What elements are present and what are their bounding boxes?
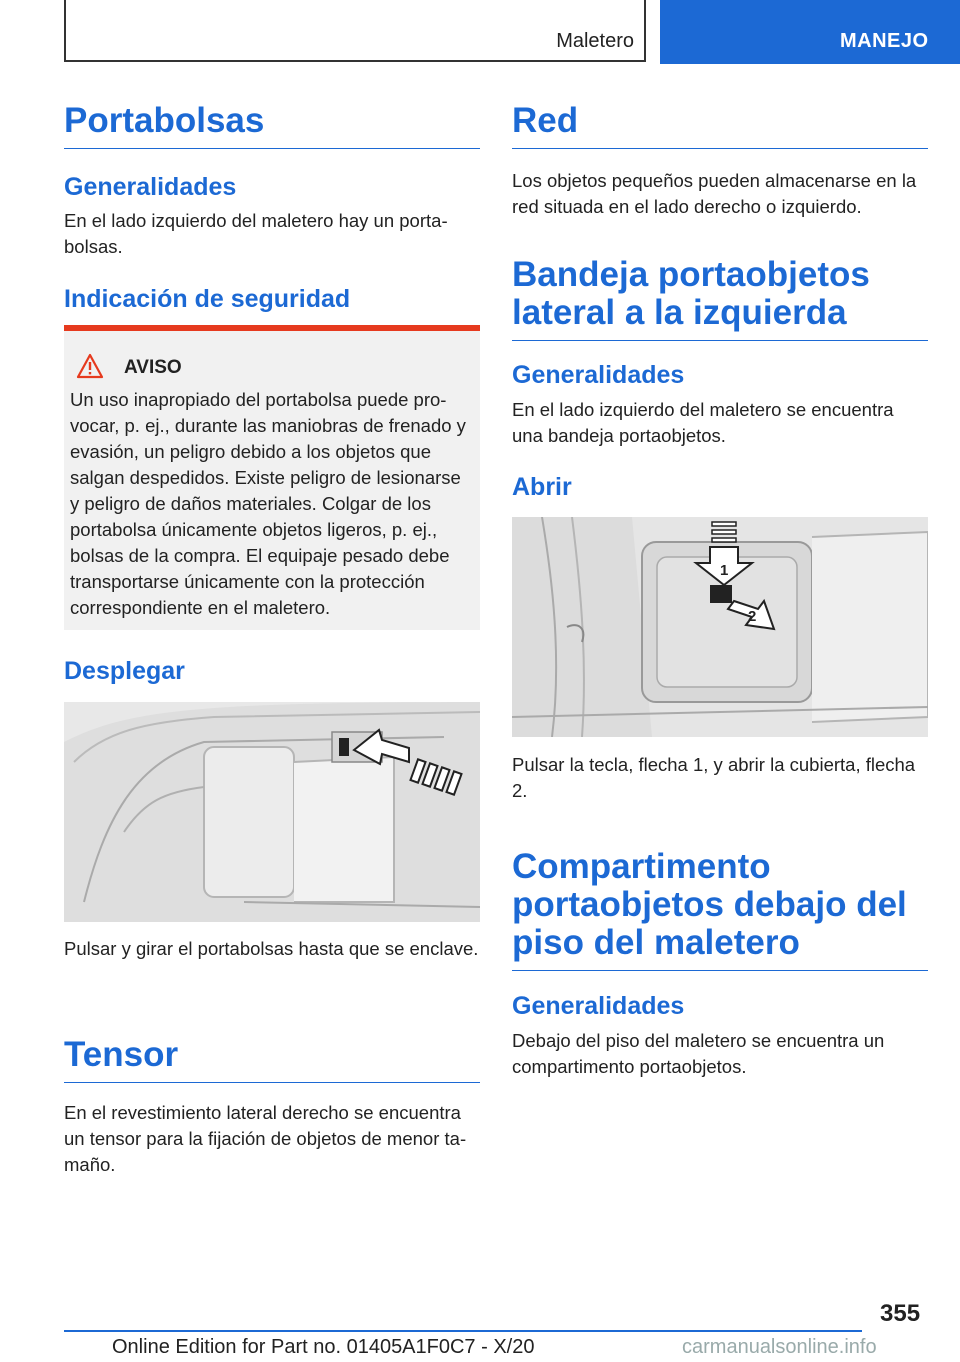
- header-section-box: [64, 0, 646, 62]
- warning-text: Un uso inapropiado del portabolsa puede provocar, p. ej., durante las maniobras de frenado y evasión, un peligro debido a los objetos que salgan despedidos. Existe peligro de lesionarse y peligro de daños materiales. Colgar de los portabolsa únicamente objetos ligeros, p. ej., bolsas de la compra. El equipaje pesado debe transportarse únicamente con la protección correspondiente en el maletero.: [70, 389, 466, 618]
- heading-portabolsas: Portabolsas: [64, 102, 480, 149]
- warning-box: [64, 325, 480, 630]
- warning-icon: [76, 353, 104, 379]
- page-number: 355: [880, 1300, 921, 1327]
- header-chapter-title: MANEJO: [840, 30, 929, 52]
- heading-generalidades: Generalidades: [64, 173, 237, 201]
- heading-bandeja-portaobjetos: Bandeja portaobjetos lateral a la izquierda: [512, 256, 928, 341]
- heading-abrir: Abrir: [512, 473, 572, 501]
- heading-generalidades-bandeja: Generalidades: [512, 361, 685, 389]
- text-generalidades: En el lado izquierdo del maletero hay un portabolsas.: [64, 210, 448, 257]
- heading-desplegar: Desplegar: [64, 657, 185, 685]
- arrow-label-2: 2: [748, 608, 757, 625]
- warning-title: AVISO: [124, 357, 182, 378]
- header-chapter-tab: [660, 0, 960, 64]
- side-tray-illustration: [512, 517, 928, 737]
- text-abrir: Pulsar la tecla, flecha 1, y abrir la cubierta, flecha 2.: [512, 754, 916, 801]
- footer-watermark: carmanualsonline.info: [682, 1336, 877, 1358]
- text-generalidades-compartimento: Debajo del piso del maletero se encuentra un compartimento portaobjetos.: [512, 1030, 885, 1077]
- heading-tensor: Tensor: [64, 1036, 480, 1083]
- arrow-label-1: 1: [720, 562, 729, 579]
- text-tensor: En el revestimiento lateral derecho se encuentra un tensor para la fijación de objetos de menor tamaño.: [64, 1102, 467, 1175]
- trunk-bag-hook-illustration: [64, 702, 480, 922]
- heading-generalidades-compartimento: Generalidades: [512, 992, 685, 1020]
- heading-red: Red: [512, 102, 928, 149]
- footer-divider: [64, 1330, 862, 1332]
- heading-compartimento: Compartimento portaobjetos debajo del piso del maletero: [512, 848, 928, 971]
- footer-edition: Online Edition for Part no. 01405A1F0C7 - X/20: [112, 1336, 535, 1358]
- text-desplegar: Pulsar y girar el portabolsas hasta que se enclave.: [64, 938, 479, 959]
- heading-indicacion-seguridad: Indicación de seguridad: [64, 285, 351, 313]
- text-red: Los objetos pequeños pueden almacenarse en la red situada en el lado derecho o izquierdo.: [512, 170, 917, 217]
- text-generalidades-bandeja: En el lado izquierdo del maletero se encuentra una bandeja portaobjetos.: [512, 399, 894, 446]
- header-section-title: Maletero: [556, 30, 634, 52]
